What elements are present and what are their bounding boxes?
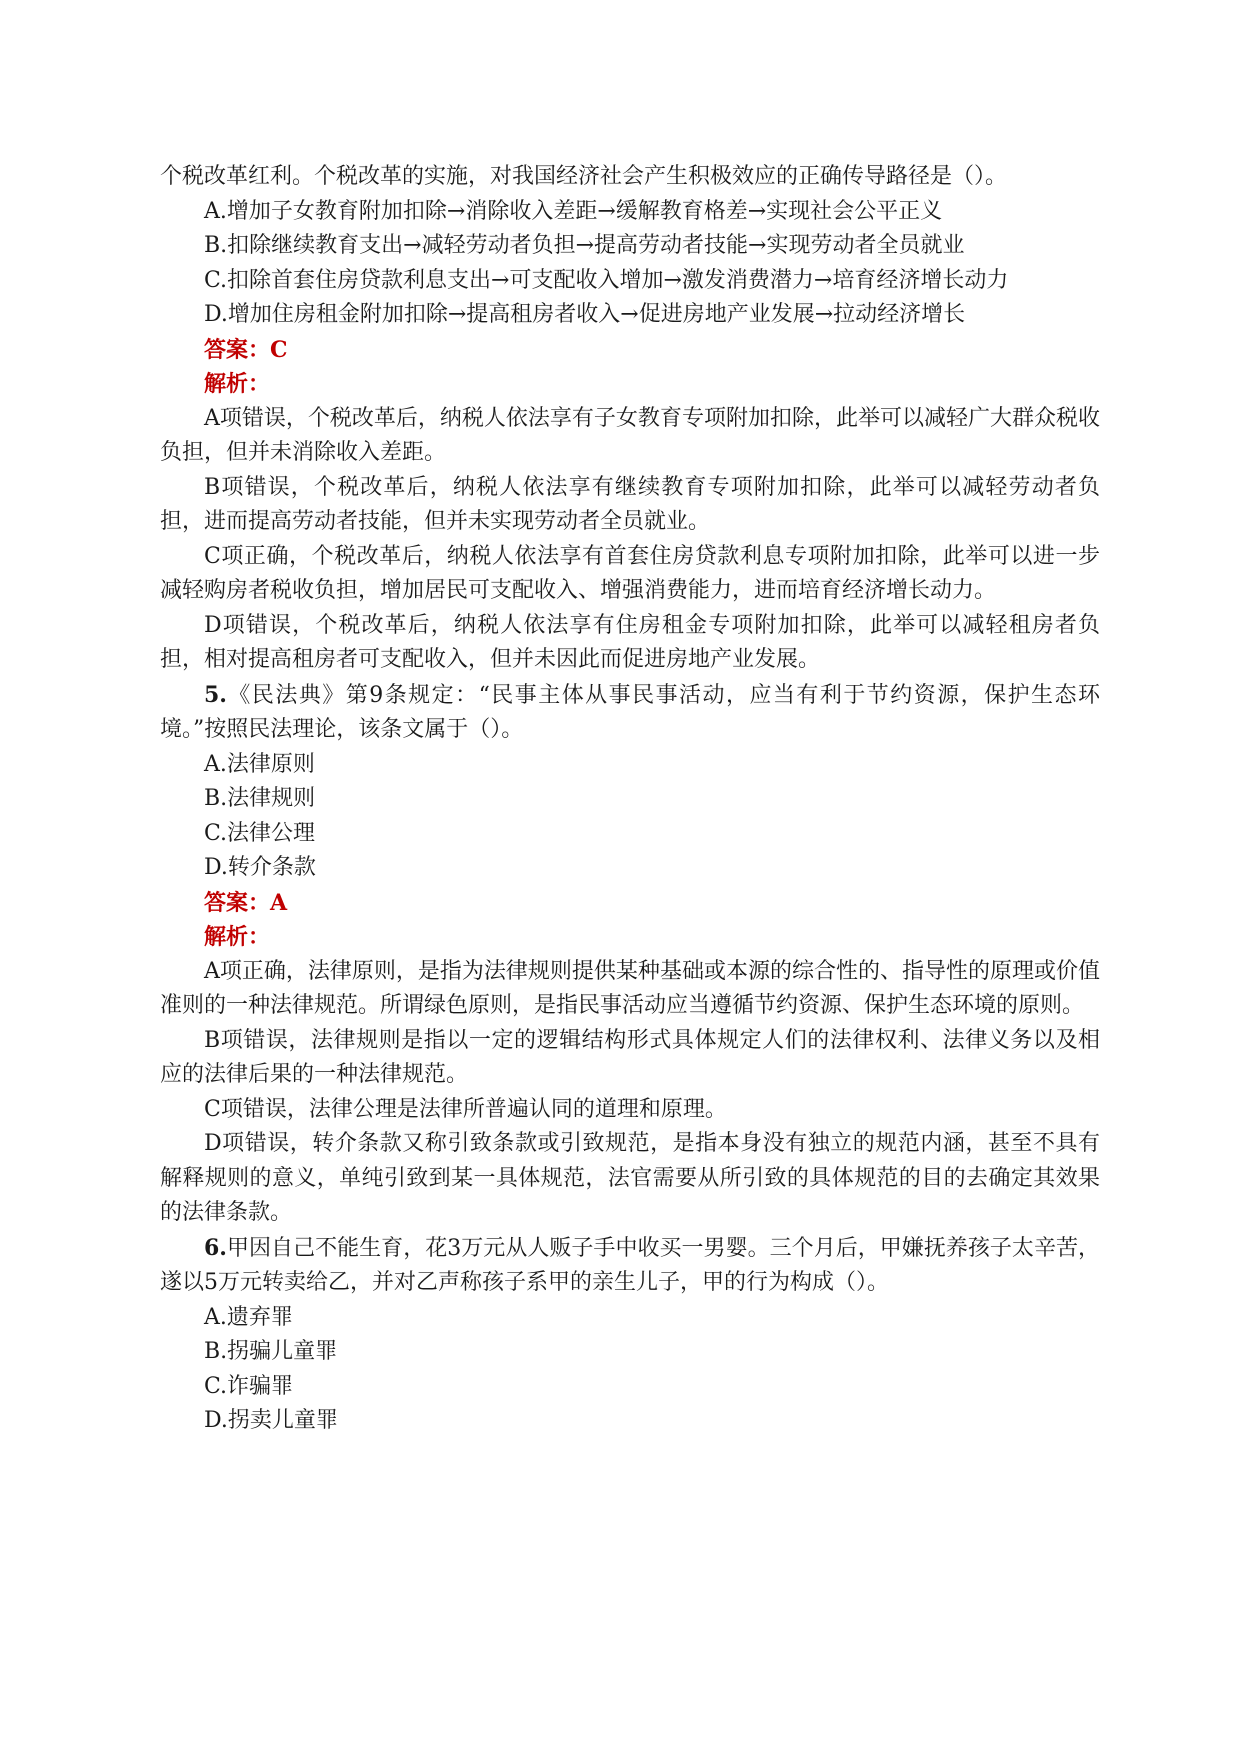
q5-option-c: C.法律公理	[204, 820, 316, 846]
q4-option-c: C.扣除首套住房贷款利息支出→可支配收入增加→激发消费潜力→培育经济增长动力	[204, 267, 1009, 293]
q6-option-a: A.遗弃罪	[204, 1304, 293, 1330]
q5-number: 5.	[204, 681, 227, 708]
q6-option-d: D.拐卖儿童罪	[204, 1408, 338, 1433]
q5-analysis-d: D项错误，转介条款又称引致条款或引致规范，是指本身没有独立的规范内涵，甚至不具有解释规则的意义，单纯引致到某一具体规范，法官需要从所引致的具体规范的目的去确定其效果的法律条款。	[160, 1131, 1100, 1225]
q6-stem-text: 甲因自己不能生育，花3万元从人贩子手中收买一男婴。三个月后，甲嫌抚养孩子太辛苦，遂以5万元转卖给乙，并对乙声称孩子系甲的亲生儿子，甲的行为构成（）。	[160, 1235, 1101, 1295]
q5-analysis-a: A项正确，法律原则，是指为法律规则提供某种基础或本源的综合性的、指导性的原理或价值准则的一种法律规范。所谓绿色原则，是指民事活动应当遵循节约资源、保护生态环境的原则。	[160, 958, 1100, 1018]
page-content	[160, 160, 1100, 1439]
q4-analysis-c: C项正确，个税改革后，纳税人依法享有首套住房贷款利息专项附加扣除，此举可以进一步减轻购房者税收负担，增加居民可支配收入、增强消费能力，进而培育经济增长动力。	[160, 543, 1100, 603]
q5-option-d: D.转介条款	[204, 855, 316, 880]
q5-option-b: B.法律规则	[204, 786, 316, 811]
q6-number: 6.	[204, 1234, 227, 1261]
q6-stem	[160, 1231, 1100, 1301]
q4-option-b: B.扣除继续教育支出→减轻劳动者负担→提高劳动者技能→实现劳动者全员就业	[204, 233, 965, 258]
q5-analysis-c: C项错误，法律公理是法律所普遍认同的道理和原理。	[204, 1096, 727, 1122]
q4-analysis-b: B项错误，个税改革后，纳税人依法享有继续教育专项附加扣除，此举可以减轻劳动者负担，进而提高劳动者技能，但并未实现劳动者全员就业。	[160, 474, 1100, 534]
q5-stem	[160, 678, 1100, 748]
q4-option-d: D.增加住房租金附加扣除→提高租房者收入→促进房地产业发展→拉动经济增长	[204, 302, 966, 327]
q6-option-c: C.诈骗罪	[204, 1373, 294, 1399]
q5-analysis-b: B项错误，法律规则是指以一定的逻辑结构形式具体规定人们的法律权利、法律义务以及相应的法律后果的一种法律规范。	[160, 1027, 1100, 1087]
q4-analysis-d: D项错误，个税改革后，纳税人依法享有住房租金专项附加扣除，此举可以减轻租房者负担，相对提高租房者可支配收入，但并未因此而促进房地产业发展。	[160, 612, 1100, 672]
q6-option-b: B.拐骗儿童罪	[204, 1339, 338, 1364]
q5-stem-text: 《民法典》第9条规定：“民事主体从事民事活动，应当有利于节约资源，保护生态环境。”按照民法理论，该条文属于（）。	[160, 682, 1100, 742]
q4-option-a: A.增加子女教育附加扣除→消除收入差距→缓解教育格差→实现社会公平正义	[204, 198, 943, 224]
q4-analysis-a: A项错误，个税改革后，纳税人依法享有子女教育专项附加扣除，此举可以减轻广大群众税收负担，但并未消除收入差距。	[160, 405, 1100, 465]
q5-option-a: A.法律原则	[204, 751, 315, 777]
q4-analysis-label: 解析：	[204, 371, 271, 397]
q5-analysis-label: 解析：	[204, 924, 271, 950]
q4-answer: 答案：C	[204, 336, 288, 363]
q4-stem: 个税改革红利。个税改革的实施，对我国经济社会产生积极效应的正确传导路径是（）。	[160, 164, 1008, 189]
q5-answer: 答案：A	[204, 889, 288, 916]
